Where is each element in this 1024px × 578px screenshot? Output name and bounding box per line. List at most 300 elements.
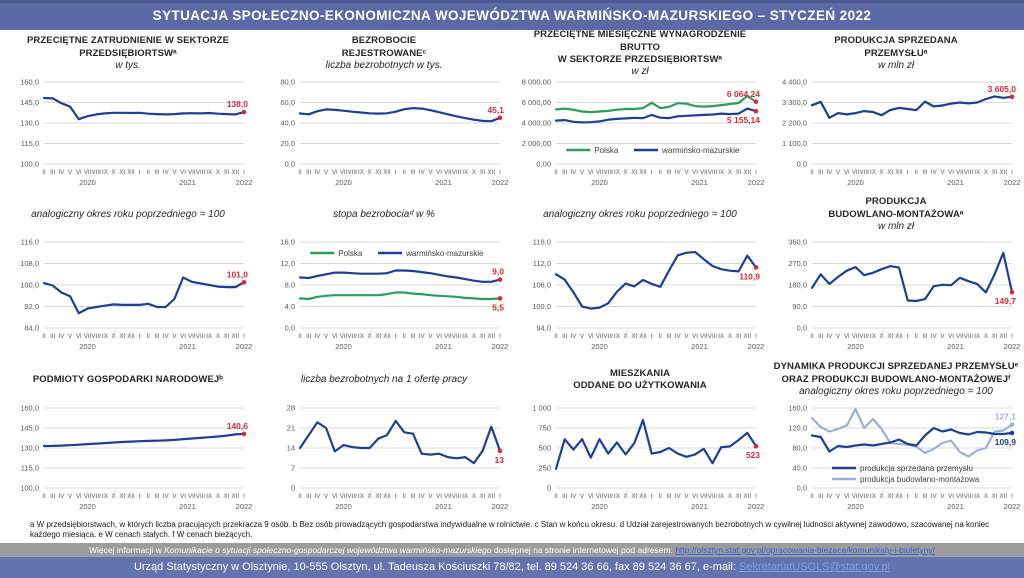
- svg-text:warmińsko-mazurskie: warmińsko-mazurskie: [406, 249, 484, 258]
- svg-text:VII: VII: [956, 493, 964, 500]
- chart-title-block: [0, 30, 256, 76]
- chart-title: PRZECIĘTNE MIESIĘCZNE WYNAGRODZENIE BRUTTO: [533, 30, 747, 53]
- svg-text:I: I: [499, 493, 501, 500]
- svg-text:XII: XII: [127, 333, 135, 340]
- svg-text:III: III: [306, 169, 312, 176]
- svg-text:2021: 2021: [947, 502, 964, 511]
- svg-text:IX: IX: [357, 169, 364, 176]
- svg-text:III: III: [306, 333, 312, 340]
- svg-text:IV: IV: [418, 169, 425, 176]
- svg-text:I: I: [499, 169, 501, 176]
- chart-bezrobocie: [256, 30, 512, 192]
- svg-text:2022: 2022: [491, 178, 509, 187]
- svg-text:III: III: [562, 169, 568, 176]
- svg-text:40,0: 40,0: [280, 118, 295, 128]
- chart-stopa-bezrobocia: [256, 192, 512, 356]
- svg-text:140,6: 140,6: [226, 420, 248, 431]
- svg-text:VIII: VIII: [603, 169, 613, 176]
- svg-text:VII: VII: [851, 493, 860, 500]
- svg-text:360,0: 360,0: [788, 237, 807, 247]
- svg-text:VI: VI: [692, 169, 699, 176]
- chart-plot: [256, 76, 512, 190]
- svg-text:XI: XI: [991, 493, 998, 500]
- svg-text:IX: IX: [613, 169, 620, 176]
- svg-text:IV: IV: [930, 493, 937, 500]
- svg-text:VI: VI: [180, 333, 187, 340]
- svg-text:V: V: [428, 169, 433, 176]
- svg-text:IV: IV: [418, 333, 425, 340]
- svg-text:XII: XII: [999, 169, 1008, 176]
- svg-text:V: V: [68, 333, 73, 340]
- chart-plot: [0, 402, 256, 514]
- svg-text:IX: IX: [974, 333, 981, 340]
- svg-text:II: II: [914, 493, 919, 500]
- svg-text:6 064,24: 6 064,24: [726, 88, 760, 99]
- svg-text:I: I: [650, 169, 653, 176]
- svg-text:2022: 2022: [491, 502, 509, 511]
- svg-text:III: III: [410, 169, 416, 176]
- chart-title-block: [768, 356, 1024, 402]
- chart-wynagrodzenie: [512, 30, 768, 192]
- svg-text:V: V: [172, 493, 177, 500]
- svg-text:V: V: [580, 493, 585, 500]
- chart-title: ODDANE DO UŻYTKOWANIA: [573, 380, 707, 391]
- svg-text:IV: IV: [826, 333, 833, 340]
- svg-text:XII: XII: [231, 169, 240, 176]
- svg-text:XI: XI: [991, 169, 998, 176]
- svg-text:3 605,0: 3 605,0: [987, 83, 1016, 94]
- svg-text:VI: VI: [331, 169, 338, 176]
- svg-text:2020: 2020: [79, 342, 96, 351]
- svg-text:X: X: [471, 333, 476, 340]
- svg-text:XII: XII: [639, 493, 647, 500]
- svg-text:VII: VII: [339, 333, 348, 340]
- svg-text:750: 750: [538, 423, 551, 433]
- svg-text:V: V: [324, 333, 329, 340]
- svg-text:2021: 2021: [691, 178, 708, 187]
- svg-text:III: III: [818, 493, 824, 500]
- svg-text:XII: XII: [231, 493, 240, 500]
- svg-text:2021: 2021: [691, 342, 708, 351]
- svg-text:1 000: 1 000: [532, 403, 551, 413]
- svg-text:I: I: [755, 493, 757, 500]
- svg-text:VI: VI: [75, 333, 82, 340]
- chart-zatrudnienie: [0, 30, 256, 192]
- svg-text:5,5: 5,5: [492, 302, 504, 313]
- svg-text:VII: VII: [339, 169, 348, 176]
- svg-text:I: I: [499, 333, 501, 340]
- svg-text:VII: VII: [339, 493, 348, 500]
- svg-text:II: II: [658, 493, 663, 500]
- svg-text:I: I: [650, 333, 653, 340]
- svg-text:VI: VI: [843, 333, 850, 340]
- svg-text:III: III: [562, 493, 568, 500]
- svg-text:VIII: VIII: [91, 169, 101, 176]
- svg-text:100,0: 100,0: [20, 483, 39, 493]
- svg-text:VIII: VIII: [195, 169, 206, 176]
- svg-text:250: 250: [538, 463, 551, 473]
- svg-text:III: III: [666, 169, 672, 176]
- svg-text:V: V: [836, 333, 841, 340]
- svg-text:I: I: [906, 333, 909, 340]
- chart-title: REJESTROWANEᶜ: [341, 47, 427, 59]
- svg-text:II: II: [810, 493, 814, 500]
- svg-text:116,0: 116,0: [20, 237, 39, 247]
- svg-text:I: I: [243, 493, 245, 500]
- svg-text:VI: VI: [587, 169, 594, 176]
- chart-title: DYNAMIKA PRODUKCJI SPRZEDANEJ PRZEMYSŁUᵉ: [773, 361, 1019, 373]
- svg-text:VI: VI: [436, 493, 443, 500]
- svg-text:94,0: 94,0: [536, 323, 551, 333]
- chart-title: liczba bezrobotnych na 1 ofertę pracy: [300, 373, 468, 385]
- svg-text:X: X: [367, 169, 372, 176]
- svg-text:II: II: [146, 169, 151, 176]
- chart-title: MIESZKANIA: [609, 367, 671, 379]
- chart-produkcja-przemyslu: [768, 30, 1024, 192]
- svg-text:12,0: 12,0: [280, 259, 295, 268]
- svg-text:I: I: [1011, 169, 1013, 176]
- svg-text:IX: IX: [462, 169, 469, 176]
- svg-text:IX: IX: [101, 493, 108, 500]
- svg-text:III: III: [666, 493, 672, 500]
- svg-text:VI: VI: [692, 333, 699, 340]
- svg-text:0,0: 0,0: [796, 483, 807, 493]
- svg-text:XI: XI: [223, 493, 230, 500]
- chart-plot: [256, 236, 512, 354]
- svg-text:XI: XI: [887, 169, 894, 176]
- svg-text:VIII: VIII: [195, 333, 206, 340]
- svg-text:III: III: [666, 333, 672, 340]
- svg-text:III: III: [50, 169, 56, 176]
- svg-text:II: II: [554, 169, 558, 176]
- svg-text:2022: 2022: [747, 342, 765, 351]
- svg-text:XII: XII: [743, 493, 752, 500]
- svg-text:VII: VII: [700, 333, 708, 340]
- svg-text:IX: IX: [613, 333, 620, 340]
- svg-text:2020: 2020: [847, 502, 864, 511]
- svg-text:X: X: [983, 169, 988, 176]
- svg-text:VII: VII: [83, 333, 92, 340]
- svg-text:VII: VII: [83, 169, 92, 176]
- svg-text:149,7: 149,7: [994, 296, 1016, 307]
- page-title: SYTUACJA SPOŁECZNO-EKONOMICZNA WOJEWÓDZTWA WARMIŃSKO-MAZURSKIEGO – STYCZEŃ 2022: [152, 8, 872, 23]
- svg-text:2022: 2022: [235, 178, 253, 187]
- svg-text:108,0: 108,0: [20, 259, 39, 268]
- svg-text:III: III: [922, 493, 928, 500]
- svg-text:7: 7: [290, 463, 295, 473]
- svg-text:16,0: 16,0: [280, 237, 295, 247]
- svg-text:III: III: [410, 333, 416, 340]
- svg-text:VI: VI: [180, 169, 187, 176]
- svg-text:VII: VII: [956, 169, 964, 176]
- info-text-prefix: Więcej informacji w: [88, 545, 165, 555]
- svg-text:I: I: [906, 493, 909, 500]
- svg-text:IV: IV: [58, 493, 65, 500]
- svg-text:2 000,00: 2 000,00: [521, 139, 551, 148]
- svg-text:IV: IV: [58, 333, 65, 340]
- svg-text:IX: IX: [869, 169, 876, 176]
- svg-text:VIII: VIII: [347, 333, 357, 340]
- svg-text:4,0: 4,0: [284, 302, 295, 311]
- svg-text:45,1: 45,1: [487, 104, 504, 115]
- svg-text:X: X: [215, 493, 220, 500]
- svg-text:I: I: [394, 169, 397, 176]
- svg-text:Polska: Polska: [338, 249, 363, 258]
- chart-title-block: [256, 356, 512, 402]
- svg-text:X: X: [983, 333, 988, 340]
- svg-text:IV: IV: [162, 493, 169, 500]
- svg-text:2022: 2022: [235, 502, 253, 511]
- svg-text:2021: 2021: [179, 502, 196, 511]
- chart-plot: [768, 76, 1024, 190]
- svg-text:X: X: [367, 333, 372, 340]
- svg-text:VII: VII: [595, 169, 604, 176]
- svg-text:V: V: [324, 493, 329, 500]
- svg-text:84,0: 84,0: [24, 323, 39, 333]
- svg-text:6 000,00: 6 000,00: [521, 98, 551, 107]
- svg-text:X: X: [471, 493, 476, 500]
- chart-title: BEZROBOCIE: [351, 35, 417, 47]
- svg-text:5 155,14: 5 155,14: [726, 115, 760, 126]
- svg-text:V: V: [940, 169, 945, 176]
- svg-text:produkcja sprzedana przemysłu: produkcja sprzedana przemysłu: [860, 464, 973, 473]
- svg-text:IX: IX: [462, 333, 469, 340]
- svg-text:X: X: [879, 169, 884, 176]
- svg-text:VII: VII: [444, 493, 452, 500]
- chart-plot: [768, 402, 1024, 514]
- svg-text:XI: XI: [631, 493, 638, 500]
- svg-text:130,0: 130,0: [20, 118, 39, 128]
- svg-text:2020: 2020: [591, 502, 608, 511]
- svg-text:VIII: VIII: [707, 333, 718, 340]
- svg-text:I: I: [1011, 333, 1013, 340]
- svg-text:100,0: 100,0: [532, 302, 551, 311]
- svg-text:VII: VII: [700, 493, 708, 500]
- svg-text:XI: XI: [479, 333, 486, 340]
- svg-text:1 100,0: 1 100,0: [781, 139, 807, 148]
- svg-text:XI: XI: [119, 493, 126, 500]
- svg-text:VI: VI: [436, 333, 443, 340]
- chart-produkcja-budowlana: [768, 192, 1024, 356]
- svg-text:II: II: [42, 169, 46, 176]
- chart-title-block: [0, 192, 256, 236]
- svg-text:XII: XII: [127, 493, 135, 500]
- svg-text:14: 14: [286, 443, 295, 453]
- svg-text:III: III: [306, 493, 312, 500]
- svg-text:VII: VII: [444, 333, 452, 340]
- svg-text:IV: IV: [570, 493, 577, 500]
- svg-text:VI: VI: [331, 493, 338, 500]
- svg-text:IX: IX: [206, 333, 213, 340]
- svg-text:20,0: 20,0: [280, 139, 295, 148]
- svg-text:XII: XII: [999, 493, 1008, 500]
- svg-text:2021: 2021: [435, 502, 452, 511]
- chart-title: PRZEDSIĘBIORTSWᵃ: [79, 47, 177, 59]
- svg-text:13: 13: [494, 454, 504, 465]
- email-link[interactable]: SekretariatUSOLS@stat.gov.pl: [739, 561, 891, 573]
- svg-text:VI: VI: [436, 169, 443, 176]
- svg-text:II: II: [402, 493, 407, 500]
- svg-text:III: III: [818, 169, 824, 176]
- chart-bezrobotni-na-oferte: [256, 356, 512, 516]
- chart-subtitle: w mln zł: [877, 220, 915, 232]
- svg-text:X: X: [111, 333, 116, 340]
- chart-plot: [512, 236, 768, 354]
- chart-title: PODMIOTY GOSPODARKI NARODOWEJᵇ: [32, 373, 224, 385]
- svg-text:2020: 2020: [335, 342, 352, 351]
- svg-text:V: V: [172, 333, 177, 340]
- svg-text:138,0: 138,0: [226, 99, 248, 110]
- svg-text:VII: VII: [595, 333, 604, 340]
- svg-text:II: II: [658, 169, 663, 176]
- office-address-text: Urząd Statystyczny w Olsztynie, 10-555 Olsztyn, ul. Tadeusza Kościuszki 78/82, tel. 89 524 36 66, fax 89 524 36 67, e-mail:: [133, 561, 740, 573]
- svg-text:IX: IX: [718, 493, 725, 500]
- svg-text:XI: XI: [631, 333, 638, 340]
- svg-text:V: V: [836, 169, 841, 176]
- svg-text:XII: XII: [743, 169, 752, 176]
- svg-text:X: X: [727, 169, 732, 176]
- svg-text:XI: XI: [119, 333, 126, 340]
- svg-text:127,1: 127,1: [994, 411, 1016, 422]
- svg-text:0: 0: [290, 483, 295, 493]
- svg-text:0,0: 0,0: [796, 323, 807, 333]
- svg-text:106,0: 106,0: [532, 280, 551, 290]
- svg-text:145,0: 145,0: [20, 423, 39, 433]
- svg-text:523: 523: [745, 450, 760, 461]
- svg-text:2020: 2020: [335, 502, 352, 511]
- svg-text:112,0: 112,0: [532, 259, 551, 268]
- svg-text:IX: IX: [718, 169, 725, 176]
- svg-text:IX: IX: [357, 333, 364, 340]
- svg-text:IX: IX: [206, 493, 213, 500]
- svg-text:IX: IX: [718, 333, 725, 340]
- chart-title: ORAZ PRODUKCJI BUDOWLANO-MONTAŻOWEJᶠ: [781, 373, 1011, 385]
- svg-text:90,0: 90,0: [792, 302, 807, 311]
- svg-text:XII: XII: [487, 169, 496, 176]
- svg-text:40,0: 40,0: [792, 463, 807, 473]
- svg-text:118,0: 118,0: [532, 237, 551, 247]
- svg-text:VIII: VIII: [859, 169, 869, 176]
- svg-text:V: V: [172, 169, 177, 176]
- chart-title-block: [0, 356, 256, 402]
- svg-text:XII: XII: [639, 333, 647, 340]
- svg-text:V: V: [428, 333, 433, 340]
- chart-subtitle: w zł: [631, 65, 649, 77]
- chart-subtitle: liczba bezrobotnych w tys.: [325, 59, 443, 71]
- svg-text:0,0: 0,0: [796, 159, 807, 169]
- svg-text:produkcja budowlano-montażowa: produkcja budowlano-montażowa: [860, 475, 980, 484]
- svg-text:0,0: 0,0: [284, 159, 295, 169]
- svg-text:IV: IV: [930, 169, 937, 176]
- chart-title-block: [256, 30, 512, 76]
- svg-text:IV: IV: [162, 333, 169, 340]
- svg-text:II: II: [554, 333, 558, 340]
- chart-plot: [768, 236, 1024, 354]
- svg-text:XII: XII: [895, 169, 903, 176]
- svg-text:VI: VI: [75, 169, 82, 176]
- svg-text:VII: VII: [851, 169, 860, 176]
- svg-text:XII: XII: [383, 333, 391, 340]
- chart-plot: [256, 402, 512, 514]
- chart-title-block: [768, 30, 1024, 76]
- svg-text:XI: XI: [375, 493, 382, 500]
- svg-text:XII: XII: [639, 169, 647, 176]
- svg-text:VI: VI: [331, 333, 338, 340]
- svg-text:2 200,0: 2 200,0: [781, 118, 807, 128]
- svg-text:130,0: 130,0: [20, 443, 39, 453]
- svg-text:VI: VI: [692, 493, 699, 500]
- info-text-middle: dostępnej na stronie internetowej pod adresem:: [491, 545, 676, 555]
- svg-text:80,0: 80,0: [792, 443, 807, 453]
- svg-text:IV: IV: [674, 169, 681, 176]
- chart-title: analogiczny okres roku poprzedniego = 100: [31, 208, 225, 220]
- svg-text:VI: VI: [948, 333, 955, 340]
- svg-text:2022: 2022: [1003, 502, 1021, 511]
- svg-text:109,9: 109,9: [994, 437, 1016, 447]
- svg-text:II: II: [810, 169, 814, 176]
- svg-text:V: V: [68, 169, 73, 176]
- svg-text:VI: VI: [948, 493, 955, 500]
- footnotes: a W przedsiębiorstwach, w których liczba pracujących przekracza 9 osób. b Bez osób prowadzących gospodarstwa indywidualne w rolnictwie. c Stan w końcu okresu. d Udział zarejestrowanych bezrobotnych w cywilnej ludności aktywnej zawodowo, szacowanej na koniec każdego miesiąca. e W cenach stałych. f W cenach bieżących.: [30, 520, 990, 540]
- svg-text:XI: XI: [223, 333, 230, 340]
- svg-text:180,0: 180,0: [788, 280, 807, 290]
- svg-text:115,0: 115,0: [20, 139, 39, 148]
- chart-subtitle: analogiczny okres roku poprzedniego = 100: [799, 385, 993, 397]
- svg-text:VIII: VIII: [859, 493, 869, 500]
- svg-text:2020: 2020: [79, 502, 96, 511]
- svg-text:VII: VII: [188, 169, 196, 176]
- svg-text:V: V: [684, 169, 689, 176]
- svg-text:2021: 2021: [947, 342, 964, 351]
- svg-text:VI: VI: [948, 169, 955, 176]
- svg-text:I: I: [394, 493, 397, 500]
- svg-text:XI: XI: [119, 169, 126, 176]
- svg-text:IX: IX: [462, 493, 469, 500]
- svg-text:IX: IX: [101, 169, 108, 176]
- bulletin-link[interactable]: http://olsztyn.stat.gov.pl/opracowania-biezace/komunikaty-i-biuletyny/: [675, 545, 936, 555]
- chart-plot: [512, 402, 768, 514]
- svg-text:II: II: [146, 493, 151, 500]
- svg-text:II: II: [298, 333, 302, 340]
- svg-text:VIII: VIII: [963, 493, 974, 500]
- chart-subtitle: w tys.: [115, 59, 141, 71]
- svg-text:XI: XI: [887, 333, 894, 340]
- chart-title: PRODUKCJA: [865, 196, 927, 208]
- chart-title: BUDOWLANO-MONTAŻOWAᵃ: [828, 208, 964, 220]
- svg-text:IX: IX: [357, 493, 364, 500]
- svg-text:IV: IV: [570, 169, 577, 176]
- svg-text:500: 500: [538, 443, 551, 453]
- svg-text:100,0: 100,0: [20, 159, 39, 169]
- svg-text:101,0: 101,0: [226, 269, 248, 280]
- svg-text:VII: VII: [700, 169, 708, 176]
- svg-text:270,0: 270,0: [788, 259, 807, 268]
- svg-text:VI: VI: [843, 493, 850, 500]
- svg-text:II: II: [810, 333, 814, 340]
- svg-text:III: III: [410, 493, 416, 500]
- svg-text:I: I: [1011, 493, 1013, 500]
- chart-plot: [0, 76, 256, 190]
- info-text-publication: Komunikacie o sytuacji społeczno-gospodarczej województwa warmińsko-mazurskiego: [164, 545, 492, 555]
- svg-text:X: X: [623, 169, 628, 176]
- svg-text:VIII: VIII: [707, 169, 718, 176]
- svg-text:IX: IX: [869, 493, 876, 500]
- svg-text:II: II: [914, 169, 919, 176]
- svg-text:X: X: [727, 493, 732, 500]
- svg-text:XII: XII: [895, 333, 903, 340]
- svg-text:X: X: [623, 333, 628, 340]
- svg-text:II: II: [658, 333, 663, 340]
